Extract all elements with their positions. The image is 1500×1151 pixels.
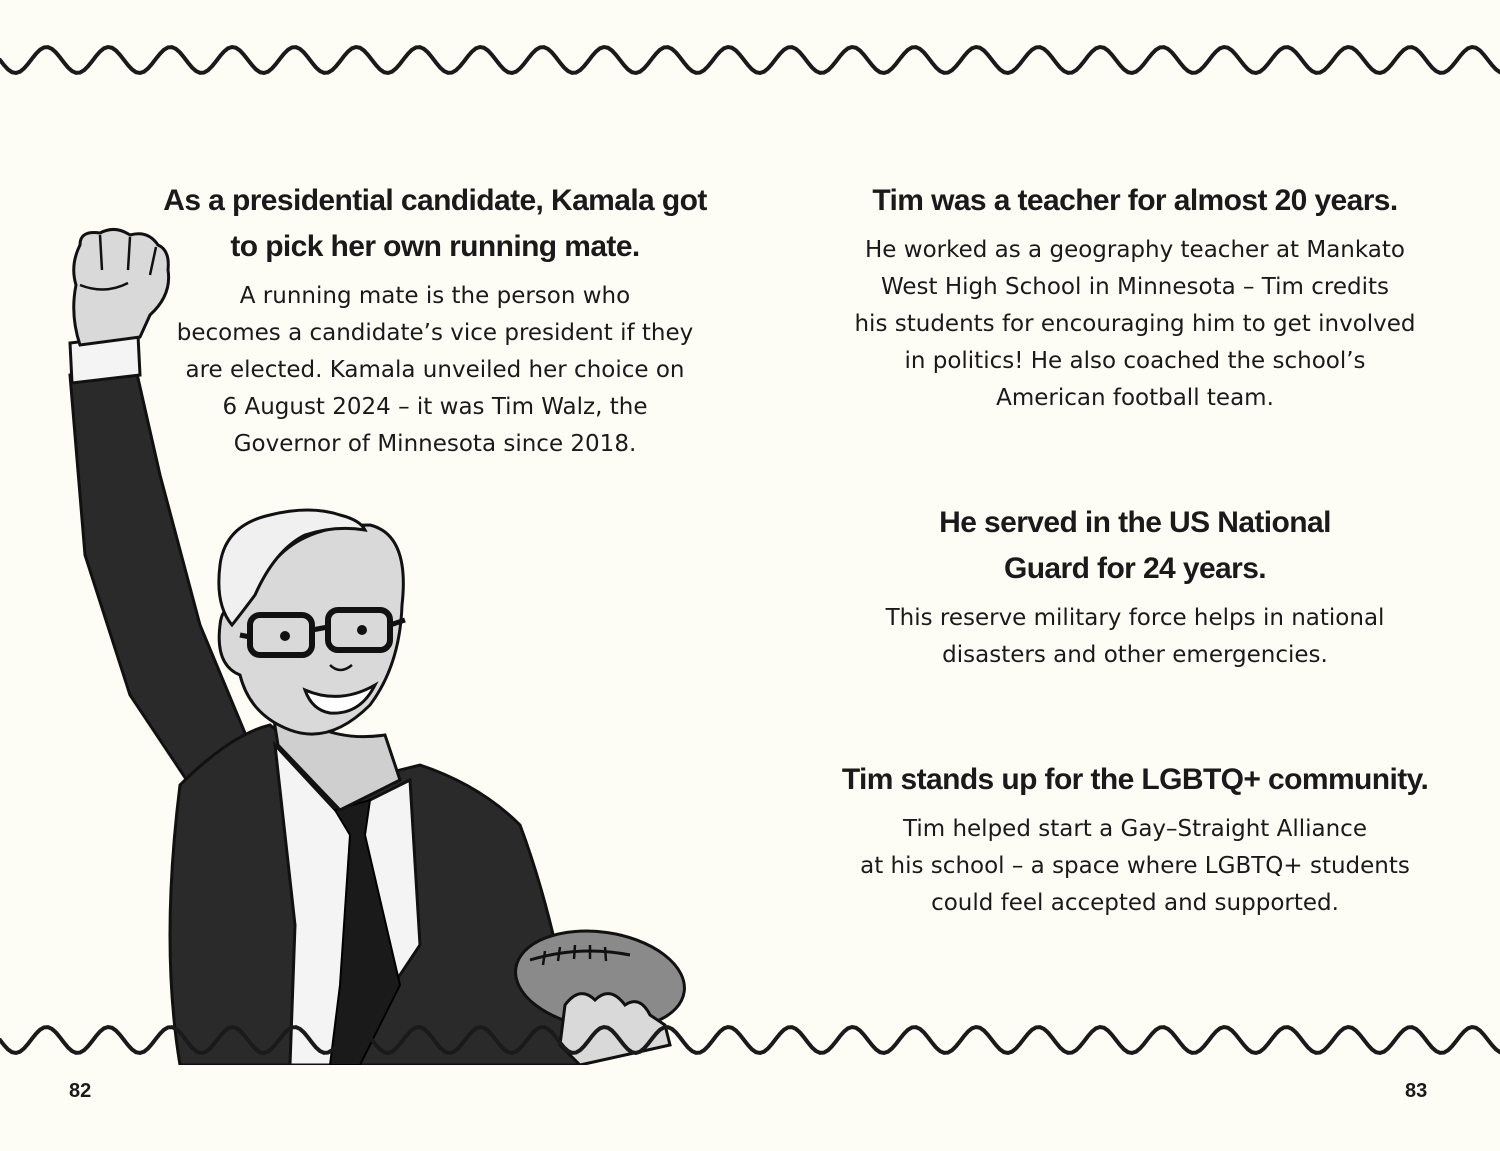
section-heading: He served in the US National Guard for 24 years.	[939, 506, 1331, 585]
left-text-block	[150, 178, 720, 463]
section-body: This reserve military force helps in national disasters and other emergencies.	[885, 605, 1385, 668]
page-number-right: 83	[1405, 1080, 1428, 1102]
head	[219, 510, 405, 734]
bottom-wave-border	[0, 1020, 1500, 1060]
section-heading: Tim stands up for the LGBTQ+ community.	[841, 763, 1429, 796]
right-section-national-guard	[830, 500, 1440, 674]
top-wave-border	[0, 40, 1500, 80]
left-body: A running mate is the person who becomes a candidate’s vice president if they are elected. Kamala unveiled her choice on 6 August 2024 – it was Tim Walz, the Governor of Minnesota since 2018.	[176, 283, 694, 457]
right-section-teacher	[830, 178, 1440, 417]
page-number-left: 82	[69, 1080, 92, 1102]
section-body: He worked as a geography teacher at Mankato West High School in Minnesota – Tim credits his students for encouraging him to get involved in politics! He also coached the school’s American football team.	[854, 237, 1416, 411]
right-section-lgbtq	[830, 757, 1440, 922]
section-body: Tim helped start a Gay–Straight Alliance at his school – a space where LGBTQ+ students could feel accepted and supported.	[860, 816, 1410, 916]
left-heading: As a presidential candidate, Kamala got to pick her own running mate.	[163, 184, 707, 263]
section-heading: Tim was a teacher for almost 20 years.	[872, 184, 1398, 217]
